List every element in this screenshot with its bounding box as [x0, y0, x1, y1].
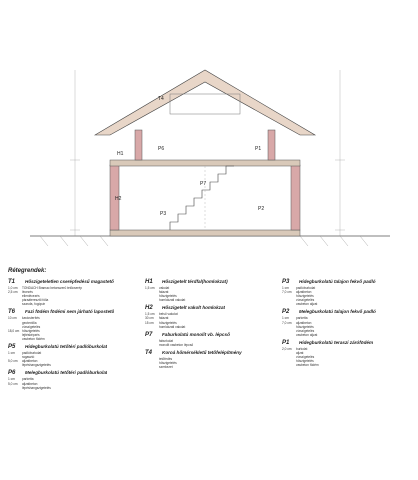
- layer-thickness: 2,0 cm: [282, 346, 292, 351]
- layer-thickness: [8, 302, 22, 306]
- knee-wall-right: [268, 130, 275, 160]
- layer-desc: faburkolat: [159, 338, 173, 343]
- layer-desc: vízszigetelés: [296, 328, 315, 333]
- layer-desc: ellenlécezés: [22, 294, 40, 299]
- layer-thickness: [8, 386, 22, 390]
- layer-desc: padlóburkolat: [22, 351, 42, 356]
- layer-desc: aljzatbeton: [296, 320, 312, 325]
- label-p6: P6: [158, 146, 165, 152]
- layer-block: [8, 370, 138, 389]
- layer-thickness: 1 cm: [8, 351, 15, 356]
- layer-thickness: 7,0 cm: [282, 290, 292, 295]
- layer-code: P1: [282, 339, 290, 346]
- layer-code: P3: [282, 279, 290, 285]
- right-wall: [291, 165, 300, 230]
- layer-thickness: 1 cm: [282, 286, 289, 290]
- layer-desc: parketta: [22, 377, 34, 382]
- layer-desc: padlóburkolat: [296, 286, 316, 290]
- layer-title: Hidegburkolatú talajon fekvő padló: [299, 279, 376, 284]
- layer-title: Hőszigetelt vakolt homlokzat: [162, 305, 226, 311]
- layer-block: [145, 279, 275, 302]
- layer-desc: hőszigetelés: [296, 294, 314, 299]
- layer-thickness: 1,5 cm: [145, 312, 155, 317]
- layer-desc: monolit vasbeton lépcső: [159, 342, 194, 347]
- layer-desc: szerkezet: [159, 365, 173, 370]
- layer-title: Fazi födém födémi nem járható lapostető: [25, 309, 115, 315]
- layer-thickness: 18,0 cm: [8, 328, 20, 333]
- layer-thickness: 1 cm: [8, 377, 15, 382]
- layer-thickness: [282, 333, 296, 337]
- label-p1: P1: [255, 146, 262, 152]
- layer-desc: parketta: [296, 316, 308, 321]
- layer-code: H2: [145, 305, 153, 312]
- layer-desc: geotextília: [22, 320, 37, 325]
- layers-heading: Rétegrendek:: [8, 268, 47, 274]
- layer-code: P7: [145, 331, 153, 338]
- layer-code: H1: [145, 279, 153, 285]
- roof: [95, 70, 315, 135]
- layer-desc: hőszigetelés: [159, 361, 177, 366]
- layer-thickness: [145, 365, 159, 369]
- layer-desc: vasbeton födém: [22, 336, 45, 341]
- layer-code: T6: [8, 309, 16, 316]
- layer-thickness: [8, 337, 22, 341]
- layer-desc: kavicsterítés: [22, 316, 40, 321]
- layer-thickness: [282, 363, 296, 367]
- layer-desc: TONDACH Bramac betonszerű tetőcserép: [22, 286, 82, 290]
- label-p3: P3: [160, 211, 167, 217]
- layer-thickness: 1,0 cm: [8, 286, 18, 290]
- layer-desc: vasbeton aljzat: [296, 332, 318, 337]
- layer-title: Koroá hőmérsékletű tetőfelépítmény: [162, 349, 242, 355]
- layer-title: Hidegburkolatú teraszi zárófödém: [299, 339, 374, 345]
- layer-desc: aljzatbeton: [22, 381, 38, 386]
- label-p7: P7: [200, 181, 207, 187]
- label-h1: H1: [117, 151, 124, 157]
- layer-desc: lépéshangszigetelés: [22, 363, 51, 368]
- knee-wall-left: [135, 130, 142, 160]
- layer-thickness: 10 cm: [8, 316, 17, 321]
- layer-title: Hőszigeteletlen cserépfedésű magastető: [25, 279, 114, 284]
- layer-thickness: 2,5 cm: [8, 290, 18, 295]
- layer-desc: hőszigetelés: [22, 328, 40, 333]
- layers-column-right: [282, 279, 412, 370]
- layer-title: Melegburkolatú talajon fekvő padló: [299, 309, 376, 315]
- layer-desc: burkolat: [296, 346, 308, 351]
- layer-desc: hőszigetelés: [159, 320, 177, 325]
- layer-title: Hidegburkolatú tetőtéri padlóburkolat: [25, 344, 108, 350]
- layer-desc: páraáteresztő fólia: [22, 298, 49, 303]
- layer-desc: belső vakolat: [159, 312, 178, 317]
- roof-structure-t4: [170, 94, 240, 114]
- ground-hatch: [30, 236, 390, 246]
- label-t4: T4: [158, 96, 164, 102]
- layer-desc: lejtésképzés: [22, 332, 40, 337]
- layer-thickness: 30 cm: [145, 316, 154, 321]
- label-h2: H2: [115, 196, 122, 202]
- layer-block: [8, 309, 138, 341]
- layer-thickness: 5,0 cm: [8, 381, 18, 386]
- layer-thickness: [145, 343, 159, 347]
- layer-desc: vízszigetelés: [22, 324, 41, 329]
- layer-desc: hőszigetelés: [296, 359, 314, 364]
- ground-floor-slab: [110, 230, 300, 236]
- layer-desc: homlokzati vakolat: [159, 324, 186, 329]
- layer-thickness: 7,0 cm: [282, 320, 292, 325]
- layer-thickness: [282, 302, 296, 306]
- layer-desc: vízszigetelés: [296, 355, 315, 360]
- layer-desc: szarufa, fogópár: [22, 302, 46, 307]
- staircase: [170, 166, 234, 230]
- layer-desc: aljzatbeton: [22, 359, 38, 364]
- layer-block: [145, 305, 275, 328]
- layers-column-left: [8, 279, 138, 393]
- layer-thickness: 5,0 cm: [8, 359, 18, 364]
- layer-block: [8, 344, 138, 367]
- layers-column-middle: [145, 279, 275, 372]
- layer-thickness: [145, 298, 159, 302]
- layer-desc: vakolat: [159, 286, 170, 290]
- layer-desc: aljzat: [296, 351, 304, 356]
- layer-desc: falazat: [159, 316, 169, 321]
- layer-title: Hőszigetelt térdfal(homlokzat): [162, 279, 228, 284]
- label-p2: P2: [258, 206, 265, 212]
- layer-desc: vízszigetelés: [296, 298, 315, 303]
- layer-desc: aljzatbeton: [296, 290, 312, 295]
- layer-desc: vasbeton aljzat: [296, 302, 318, 307]
- layer-code: P6: [8, 370, 16, 377]
- layer-code: T4: [145, 349, 153, 356]
- layer-desc: lépéshangszigetelés: [22, 385, 51, 390]
- layer-desc: lécezés: [22, 290, 33, 295]
- layer-thickness: 1,5 cm: [145, 286, 155, 290]
- layer-code: P2: [282, 309, 290, 316]
- layer-thickness: 1 cm: [282, 316, 289, 321]
- layer-desc: homlokzati vakolat: [159, 298, 186, 303]
- layer-desc: hőszigetelés: [159, 294, 177, 299]
- layer-title: Melegburkolatú tetőtéri padlóburkolat: [25, 370, 108, 376]
- layer-block: [282, 279, 412, 306]
- layer-block: [145, 350, 275, 369]
- upper-floor-slab: [110, 160, 300, 166]
- layer-block: [8, 279, 138, 306]
- layer-desc: ragasztó: [22, 355, 35, 360]
- layer-block: [282, 309, 412, 336]
- layer-title: Faburkolatú monolit vb. lépcső: [162, 331, 230, 337]
- layer-thickness: 15 cm: [145, 320, 154, 325]
- layer-desc: vasbeton födém: [296, 363, 319, 368]
- layer-desc: falazat: [159, 290, 169, 295]
- layer-desc: hőszigetelés: [296, 324, 314, 329]
- layer-code: T1: [8, 279, 16, 285]
- layer-thickness: [145, 325, 159, 329]
- layer-block: [282, 340, 412, 367]
- layer-desc: tetőfedés: [159, 356, 173, 361]
- layer-thickness: [8, 363, 22, 367]
- layer-code: P5: [8, 344, 16, 351]
- layer-block: [145, 332, 275, 347]
